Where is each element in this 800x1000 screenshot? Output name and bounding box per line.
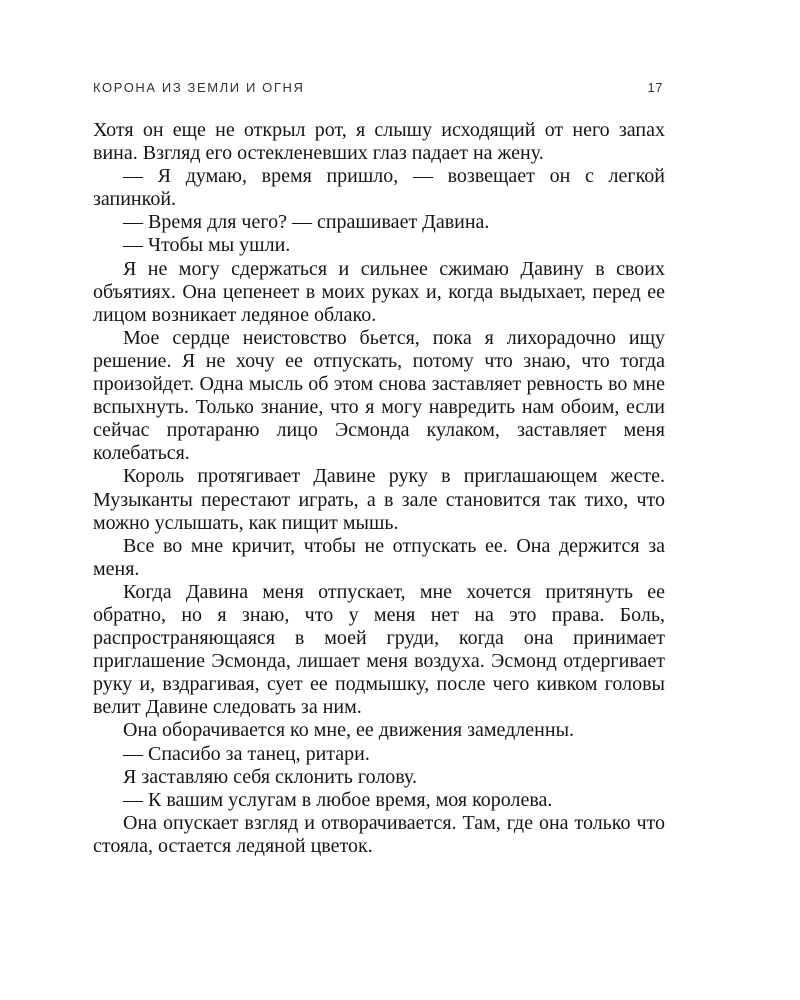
- paragraph: Король протягивает Давине руку в приглашающем жесте. Музыканты перестают играть, а в зале становится так тихо, что можно услышать, как пищит мышь.: [93, 465, 665, 534]
- running-head: [93, 80, 663, 100]
- paragraph: Она оборачивается ко мне, ее движения замедленны.: [123, 719, 575, 742]
- body-text: [93, 119, 665, 858]
- paragraph: — Время для чего? — спрашивает Давина.: [123, 211, 490, 234]
- paragraph: Она опускает взгляд и отворачивается. Там, где она только что стояла, остается ледяной цветок.: [93, 811, 665, 857]
- paragraph: — Чтобы мы ушли.: [123, 234, 291, 257]
- paragraph: — К вашим услугам в любое время, моя королева.: [123, 788, 553, 811]
- paragraph: Я не могу сдержаться и сильнее сжимаю Давину в своих объятиях. Она цепенеет в моих руках и, когда выдыхает, перед ее лицом возникает ледяное облако.: [93, 257, 665, 326]
- paragraph: Когда Давина меня отпускает, мне хочется притянуть ее обратно, но я знаю, что у меня нет на это права. Боль, распространяющаяся в моей груди, когда она принимает приглашение Эсмонда, лишает меня воздуха. Эсмонд отдергивает руку и, вздрагивая, сует ее подмышку, после чего кивком головы велит Давине следовать за ним.: [93, 580, 665, 719]
- page-number: 17: [647, 80, 663, 95]
- paragraph: Хотя он еще не открыл рот, я слышу исходящий от него запах вина. Взгляд его остекленевших глаз падает на жену.: [93, 119, 665, 165]
- book-title: КОРОНА ИЗ ЗЕМЛИ И ОГНЯ: [93, 80, 305, 95]
- paragraph: — Я думаю, время пришло, — возвещает он с легкой запинкой.: [93, 165, 665, 211]
- paragraph: Все во мне кричит, чтобы не отпускать ее. Она держится за меня.: [93, 534, 665, 580]
- paragraph: — Спасибо за танец, ритари.: [123, 742, 370, 765]
- paragraph: Мое сердце неистовство бьется, пока я лихорадочно ищу решение. Я не хочу ее отпускать, потому что знаю, что тогда произойдет. Одна мысль об этом снова заставляет ревность во мне вспыхнуть. Только знание, что я могу навредить нам обоим, если сейчас протараню лицо Эсмонда кулаком, заставляет меня колебаться.: [93, 326, 665, 465]
- paragraph: Я заставляю себя склонить голову.: [123, 765, 418, 788]
